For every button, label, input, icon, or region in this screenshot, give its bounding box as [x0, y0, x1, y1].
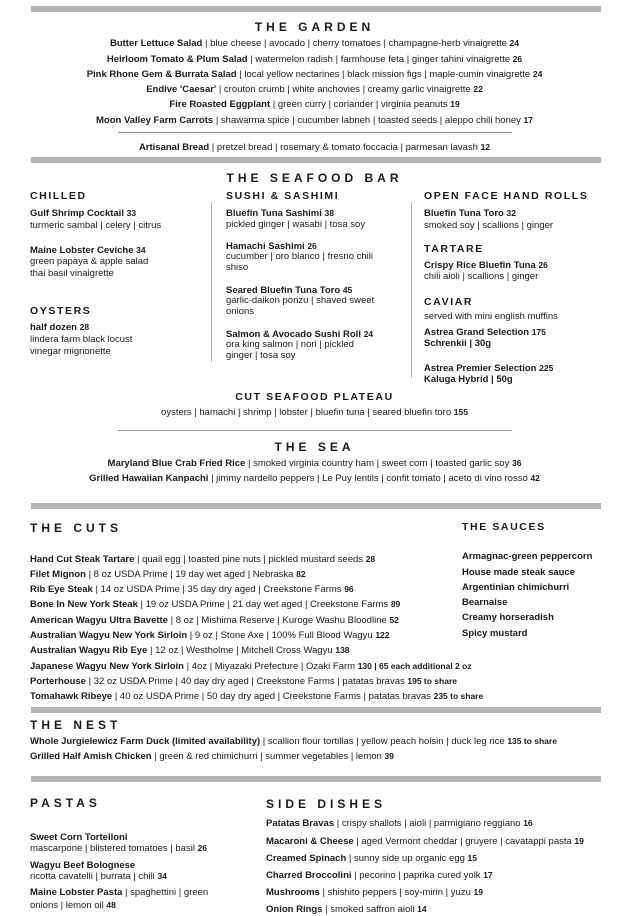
sauce-item: Armagnac-green peppercorn — [462, 551, 593, 562]
menu-item: Tomahawk Ribeye | 40 oz USDA Prime | 50 day dry aged | Creekstone Farms | patatas bravas 235 to share — [30, 691, 484, 702]
menu-item: Maine Lobster Pasta | spaghettini | green — [30, 887, 209, 898]
menu-item: Crispy Rice Bluefin Tuna 26 — [424, 260, 548, 271]
menu-item-bread: Artisanal Bread | pretzel bread | rosemary & tomato foccacia | parmesan lavash 12 — [138, 142, 491, 153]
menu-item-desc: onions — [226, 306, 254, 317]
menu-item: Creamed Spinach | sunny side up organic egg 15 — [266, 853, 478, 864]
sauce-item: Creamy horseradish — [462, 612, 554, 623]
caviar-note: served with mini english muffins — [424, 311, 558, 322]
section-title-sauces: THE SAUCES — [462, 521, 546, 533]
menu-item-plateau: oysters | hamachi | shrimp | lobster | bluefin tuna | seared bluefin toro 155 — [161, 407, 468, 418]
menu-item: Fire Roasted Eggplant | green curry | coriander | virginia peanuts 19 — [169, 99, 460, 110]
menu-item: Bluefin Tuna Toro 32 — [424, 208, 516, 219]
menu-item: Patatas Bravas | crispy shallots | aioli | parmigiano reggiano 16 — [266, 818, 533, 829]
menu-item: Endive 'Caesar' | crouton crumb | white anchovies | creamy garlic vinaigrette 22 — [146, 84, 483, 95]
menu-item: Australian Wagyu New York Sirloin | 9 oz | Stone Axe | 100% Full Blood Wagyu 122 — [30, 630, 390, 641]
menu-item: Grilled Half Amish Chicken | green & red chimichurri | summer vegetables | lemon 39 — [30, 751, 394, 762]
subsection-title-oysters: OYSTERS — [30, 305, 92, 317]
section-divider-bar — [31, 503, 601, 509]
section-divider-bar — [31, 707, 601, 713]
menu-item: Australian Wagyu Rib Eye | 12 oz | Westholme | Mitchell Cross Wagyu 138 — [30, 645, 350, 656]
menu-item-desc: green papaya & apple salad — [30, 256, 149, 267]
menu-item: Butter Lettuce Salad | blue cheese | avocado | cherry tomatoes | champagne-herb vinaigrette 24 — [109, 38, 520, 49]
menu-item: Moon Valley Farm Carrots | shawarma spice | cucumber labneh | toasted seeds | aleppo chili honey 17 — [95, 115, 534, 126]
menu-item: Whole Jurgielewicz Farm Duck (limited availability) | scallion flour tortillas | yellow peach hoisin | duck leg rice 135 to share — [30, 736, 557, 747]
menu-item-desc: pickled ginger | wasabi | tosa soy — [226, 219, 366, 230]
menu-item: Maryland Blue Crab Fried Rice | smoked virginia country ham | sweet corn | toasted garlic soy 36 — [107, 458, 522, 469]
menu-item-desc: lindera farm black locust — [30, 334, 133, 345]
menu-item: Seared Bluefin Tuna Toro 45 — [226, 285, 353, 296]
menu-item: Sweet Corn Tortelloni — [30, 832, 128, 843]
menu-item-desc: ginger | tosa soy — [226, 350, 296, 361]
menu-item: Japanese Wagyu New York Sirloin | 4oz | Miyazaki Prefecture | Ozaki Farm 130 | 65 each additional 2 oz — [30, 661, 472, 672]
menu-item-desc: chili aioli | scallions | ginger — [424, 271, 539, 282]
menu-item-desc: thai basil vinaigrette — [30, 268, 114, 279]
menu-item: Macaroni & Cheese | aged Vermont cheddar | gruyere | cavatappi pasta 19 — [266, 836, 584, 847]
sauce-item: Spicy mustard — [462, 628, 528, 639]
menu-item: American Wagyu Ultra Bavette | 8 oz | Mishima Reserve | Kuroge Washu Bloodline 52 — [30, 615, 399, 626]
menu-item-desc: onions | lemon oil 48 — [30, 900, 116, 911]
menu-item-desc: shiso — [226, 262, 249, 273]
section-title-sides: SIDE DISHES — [266, 797, 387, 811]
menu-item: Mushrooms | shishito peppers | soy-mirin | yuzu 19 — [266, 887, 483, 898]
section-title-seafood: THE SEAFOOD BAR — [226, 171, 403, 185]
subsection-title-handrolls: OPEN FACE HAND ROLLS — [424, 190, 589, 202]
menu-item-desc: ora king salmon | nori | pickled — [226, 339, 354, 350]
sauce-item: Bearnaise — [462, 597, 508, 608]
subsection-title-chilled: CHILLED — [30, 190, 87, 202]
menu-item: Maine Lobster Ceviche 34 — [30, 245, 146, 256]
menu-item: Charred Broccolini | pecorino | paprika cured yolk 17 — [266, 870, 493, 881]
section-title-pastas: PASTAS — [30, 796, 101, 810]
menu-item-sub: Schrenkii | 30g — [424, 338, 492, 349]
menu-item-desc: turmeric sambal | celery | citrus — [30, 220, 162, 231]
menu-item: Hand Cut Steak Tartare | quail egg | toasted pine nuts | pickled mustard seeds 28 — [30, 554, 376, 565]
sauce-item: House made steak sauce — [462, 567, 576, 578]
subsection-title-sushi: SUSHI & SASHIMI — [226, 190, 340, 202]
section-title-sea: THE SEA — [274, 440, 355, 454]
menu-item: Pink Rhone Gem & Burrata Salad | local yellow nectarines | black mission figs | maple-cumin vinaigrette 24 — [86, 69, 543, 80]
menu-item: Astrea Grand Selection 175 — [424, 327, 546, 338]
subsection-title-caviar: CAVIAR — [424, 296, 474, 308]
sauce-item: Argentinian chimichurri — [462, 582, 570, 593]
column-divider — [411, 202, 412, 378]
menu-item: Hamachi Sashimi 26 — [226, 241, 317, 252]
menu-item: Gulf Shrimp Cocktail 33 — [30, 208, 137, 219]
menu-item-desc: mascarpone | blistered tomatoes | basil 26 — [30, 843, 208, 854]
subsection-title-plateau: CUT SEAFOOD PLATEAU — [235, 391, 394, 403]
menu-item: Onion Rings | smoked saffron aioli 14 — [266, 904, 427, 915]
section-title-cuts: THE CUTS — [30, 521, 122, 535]
column-divider — [211, 202, 212, 362]
divider — [118, 430, 512, 431]
menu-item: Porterhouse | 32 oz USDA Prime | 40 day dry aged | Creekstone Farms | patatas bravas 195 to share — [30, 676, 457, 687]
menu-item: Grilled Hawaiian Kanpachi | jimmy nardello peppers | Le Puy lentils | confit tomato | aceto di vino rosso 42 — [89, 473, 540, 484]
menu-item: Bone In New York Steak | 19 oz USDA Prime | 21 day wet aged | Creekstone Farms 89 — [30, 599, 401, 610]
section-divider-bar — [31, 776, 601, 782]
menu-item: Heirloom Tomato & Plum Salad | watermelon radish | farmhouse feta | ginger tahini vinaigrette 26 — [106, 54, 523, 65]
menu-item-desc: ricotta cavatelli | burrata | chili 34 — [30, 871, 167, 882]
subsection-title-tartare: TARTARE — [424, 243, 484, 255]
menu-item: Salmon & Avocado Sushi Roll 24 — [226, 329, 374, 340]
top-divider-bar — [31, 6, 601, 12]
menu-item-desc: cucumber | oro blanco | fresno chili — [226, 251, 373, 262]
divider — [118, 132, 512, 133]
menu-item-desc: smoked soy | scallions | ginger — [424, 220, 554, 231]
section-title-garden: THE GARDEN — [254, 20, 375, 34]
menu-item: Wagyu Beef Bolognese — [30, 860, 136, 871]
menu-item: Bluefin Tuna Sashimi 38 — [226, 208, 334, 219]
menu-item: Rib Eye Steak | 14 oz USDA Prime | 35 day dry aged | Creekstone Farms 96 — [30, 584, 354, 595]
menu-item-desc: vinegar mignonette — [30, 346, 111, 357]
section-title-nest: THE NEST — [30, 718, 122, 732]
menu-item-sub: Kaluga Hybrid | 50g — [424, 374, 513, 385]
section-divider-bar — [31, 157, 601, 163]
menu-item: half dozen 28 — [30, 322, 90, 333]
menu-item-desc: garlic-daikon ponzu | shaved sweet — [226, 295, 375, 306]
menu-item: Astrea Premier Selection 225 — [424, 363, 554, 374]
menu-item: Filet Mignon | 8 oz USDA Prime | 19 day wet aged | Nebraska 82 — [30, 569, 306, 580]
